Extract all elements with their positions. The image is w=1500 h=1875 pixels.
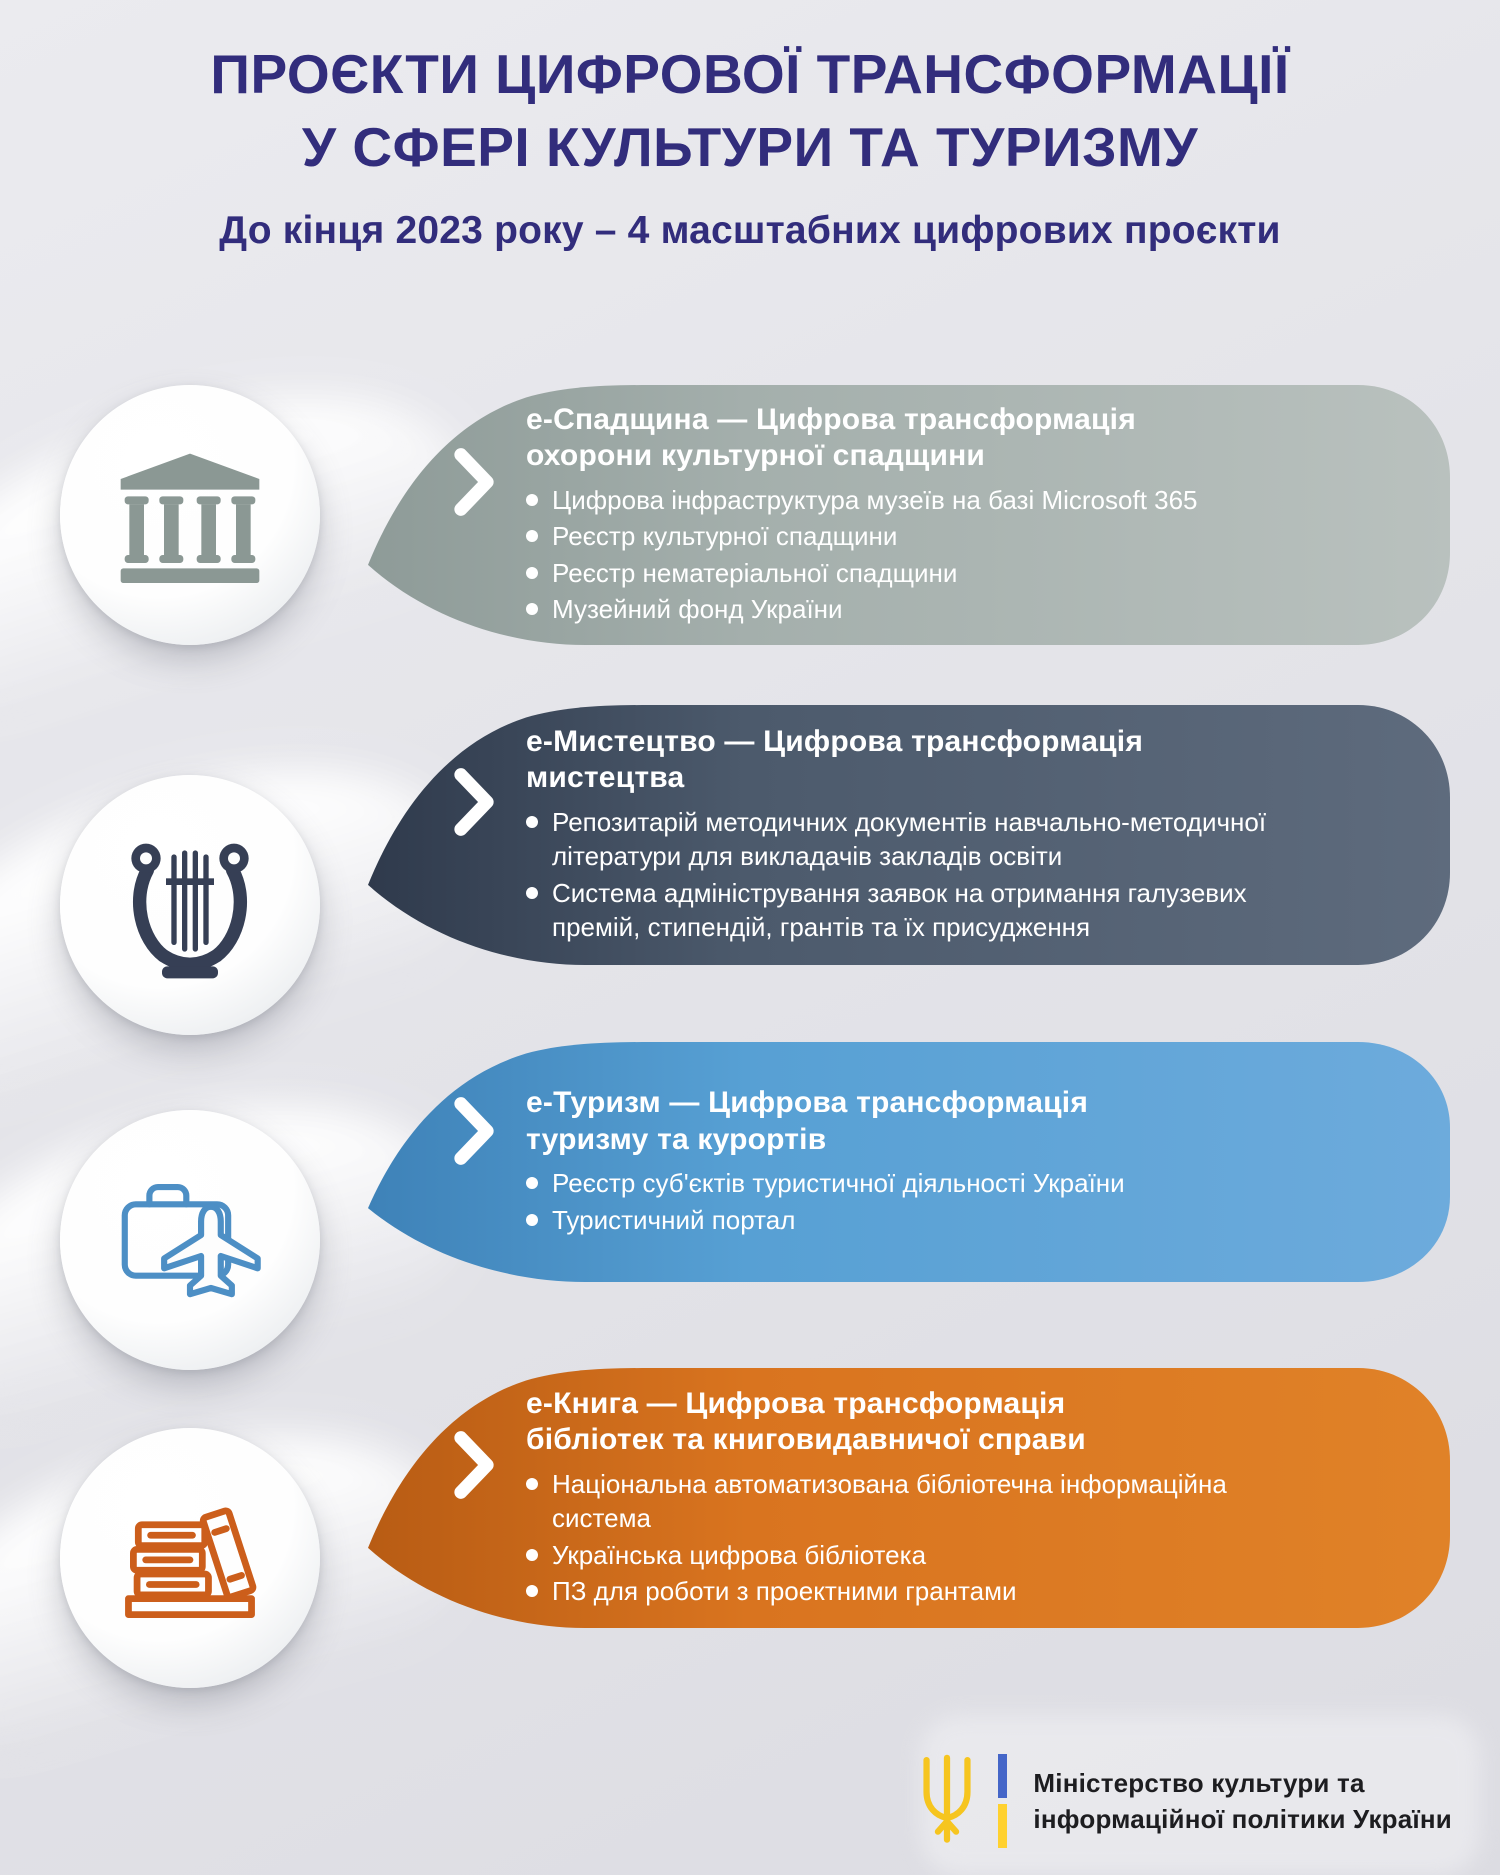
project-card-book [430,1368,1445,1628]
bullet-dot-icon [526,1214,538,1226]
list-item: Реєстр нематеріальної спадщини [526,556,1296,590]
list-item: Українська цифрова бібліотека [526,1538,1296,1572]
list-item: ПЗ для роботи з проектними грантами [526,1574,1296,1608]
bullet-dot-icon [526,1177,538,1189]
flag-divider [998,1754,1007,1848]
bullet-dot-icon [526,530,538,542]
list-item: Репозитарій методичних документів навчально-методичної літератури для викладачів закладів освіти [526,805,1296,874]
project-card-art [430,705,1445,965]
ministry-name [1033,1765,1452,1838]
card-title: е-Туризм — Цифрова трансформація туризму та курортів [526,1086,1089,1156]
list-item: Реєстр суб'єктів туристичної діяльності України [526,1166,1296,1200]
card-bullet-list [526,1467,1296,1608]
card-body [430,716,1445,954]
ministry-name-line1: Міністерство культури та [1033,1767,1365,1798]
bullet-dot-icon [526,567,538,579]
list-item: Національна автоматизована бібліотечна інформаційна система [526,1467,1296,1536]
card-body [430,394,1445,636]
bullet-dot-icon [526,816,538,828]
card-title: е-Книга — Цифрова трансформація бібліотек та книговидавничої справи [526,1386,1086,1457]
card-body [430,1077,1445,1247]
books-shelf-icon [110,1478,270,1638]
bullet-dot-icon [526,1585,538,1597]
lyre-icon [110,825,270,985]
bullet-dot-icon [526,494,538,506]
page-title-line2: У СФЕРІ КУЛЬТУРИ ТА ТУРИЗМУ [301,115,1199,178]
list-item: Реєстр культурної спадщини [526,519,1296,553]
list-item: Музейний фонд України [526,592,1296,626]
card-title: е-Спадщина — Цифрова трансформація охорони культурної спадщини [526,402,1136,473]
page-header [0,38,1500,253]
bullet-dot-icon [526,1549,538,1561]
museum-building-icon [110,435,270,595]
page-subtitle: До кінця 2023 року – 4 масштабних цифрових проєкти [219,209,1281,253]
list-item: Туристичний портал [526,1203,1296,1237]
card-body [430,1378,1445,1618]
card-bullet-list [526,805,1296,944]
card-title: е-Мистецтво — Цифрова трансформація мистецтва [526,724,1144,795]
list-item: Система адміністрування заявок на отримання галузевих премій, стипендій, грантів та їх присудження [526,876,1296,945]
project-card-tourism [430,1042,1445,1282]
page-title-line1: ПРОЄКТИ ЦИФРОВОЇ ТРАНСФОРМАЦІЇ [210,43,1290,105]
project-card-heritage [430,385,1445,645]
card-icon-circle-art [60,775,320,1035]
card-bullet-list [526,483,1296,626]
bullet-dot-icon [526,1478,538,1490]
flag-yellow-segment [998,1804,1007,1848]
camera-airplane-icon [110,1160,270,1320]
ukraine-trident-icon [910,1751,984,1851]
card-icon-circle-book [60,1428,320,1688]
card-bullet-list [526,1166,1296,1237]
card-icon-circle-tourism [60,1110,320,1370]
ministry-name-line2: інформаційної політики України [1033,1804,1452,1834]
list-item: Цифрова інфраструктура музеїв на базі Microsoft 365 [526,483,1296,517]
card-icon-circle-heritage [60,385,320,645]
bullet-dot-icon [526,603,538,615]
flag-blue-segment [998,1754,1007,1798]
page-title [0,38,1500,183]
ministry-footer [910,1751,1452,1851]
bullet-dot-icon [526,887,538,899]
